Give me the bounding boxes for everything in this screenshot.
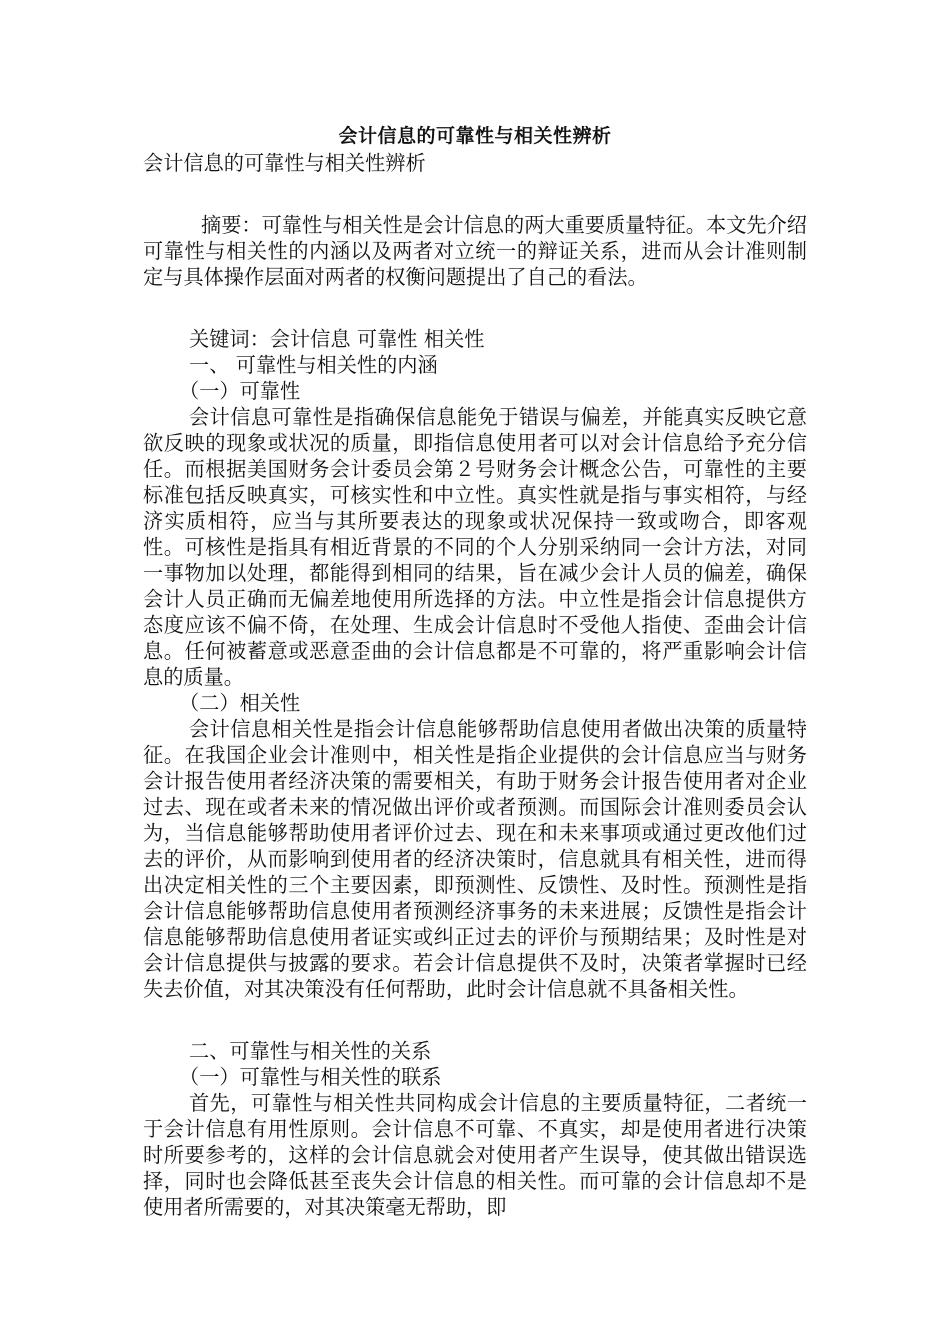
section-1-heading: 一、 可靠性与相关性的内涵	[189, 353, 438, 377]
keywords-line: 关键词：会计信息 可靠性 相关性	[189, 327, 485, 351]
reliability-paragraph: 会计信息可靠性是指确保信息能免于错误与偏差，并能真实反映它意欲反映的现象或状况的质量，即指信息使用者可以对会计信息给予充分信任。而根据美国财务会计委员会第２号财务会计概念公告，可靠性的主要标准包括反映真实，可核实性和中立性。真实性就是指与事实相符，与经济实质相符，应当与其所要表达的现象或状况保持一致或吻合，即客观性。可核性是指具有相近背景的不同的个人分别采纳同一会计方法，对同一事物加以处理，都能得到相同的结果，旨在减少会计人员的偏差，确保会计人员正确而无偏差地使用所选择的方法。中立性是指会计信息提供方态度应该不偏不倚，在处理、生成会计信息时不受他人指使、歪曲会计信息。任何被蓄意或恶意歪曲的会计信息都是不可靠的，将严重影响会计信息的质量。	[143, 405, 807, 689]
relevance-paragraph: 会计信息相关性是指会计信息能够帮助信息使用者做出决策的质量特征。在我国企业会计准则中，相关性是指企业提供的会计信息应当与财务会计报告使用者经济决策的需要相关，有助于财务会计报告使用者对企业过去、现在或者未来的情况做出评价或者预测。而国际会计准则委员会认为，当信息能够帮助使用者评价过去、现在和未来事项或通过更改他们过去的评价，从而影响到使用者的经济决策时，信息就具有相关性，进而得出决定相关性的三个主要因素，即预测性、反馈性、及时性。预测性是指会计信息能够帮助信息使用者预测经济事务的未来进展；反馈性是指会计信息能够帮助信息使用者证实或纠正过去的评价与预期结果；及时性是对会计信息提供与披露的要求。若会计信息提供不及时，决策者掌握时已经失去价值，对其决策没有任何帮助，此时会计信息就不具备相关性。	[143, 717, 807, 1001]
section-1-subheading-reliability: （一）可靠性	[179, 379, 301, 403]
document-page	[143, 122, 807, 1220]
section-2-subheading-connection: （一）可靠性与相关性的联系	[179, 1065, 442, 1089]
connection-paragraph: 首先，可靠性与相关性共同构成会计信息的主要质量特征，二者统一于会计信息有用性原则。会计信息不可靠、不真实，却是使用者进行决策时所要参考的，这样的会计信息就会对使用者产生误导，使其做出错误选择，同时也会降低甚至丧失会计信息的相关性。而可靠的会计信息却不是使用者所需要的，对其决策毫无帮助，即	[143, 1091, 807, 1219]
document-title: 会计信息的可靠性与相关性辨析	[338, 125, 612, 147]
spacer	[143, 1002, 807, 1038]
document-subtitle: 会计信息的可靠性与相关性辨析	[143, 151, 426, 175]
abstract-paragraph: 摘要：可靠性与相关性是会计信息的两大重要质量特征。本文先介绍可靠性与相关性的内涵以及两者对立统一的辩证关系，进而从会计准则制定与具体操作层面对两者的权衡问题提出了自己的看法。	[143, 213, 807, 289]
section-2-heading: 二、可靠性与相关性的关系	[189, 1039, 432, 1063]
section-1-subheading-relevance: （二）相关性	[179, 691, 301, 715]
spacer	[143, 176, 807, 212]
spacer	[143, 290, 807, 326]
